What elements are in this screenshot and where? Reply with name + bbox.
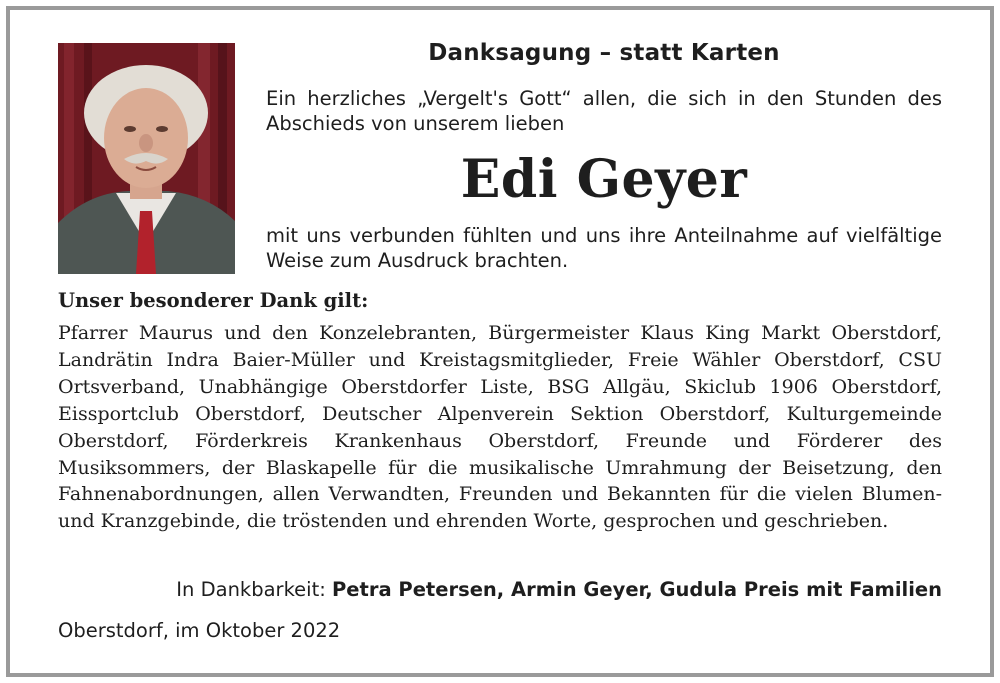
portrait-photo xyxy=(58,43,235,274)
signature-names: Petra Petersen, Armin Geyer, Gudula Preis mit Familien xyxy=(332,578,942,601)
place-date: Oberstdorf, im Oktober 2022 xyxy=(58,619,341,642)
thanks-body: Pfarrer Maurus und den Konzelebranten, Bürgermeister Klaus King Markt Oberstdorf, Landrätin Indra Baier-Müller und Kreistagsmitglieder, Freie Wähler Oberstdorf, CSU Ortsverband, Unabhängige Oberstdorfer Liste, BSG Allgäu, Skiclub 1906 Oberstdorf, Eissportclub Oberstdorf, Deutscher Alpenverein Sektion Oberstdorf, Kulturgemeinde Oberstdorf, Förderkreis Krankenhaus Oberstdorf, Freunde und Förderer des Musiksommers, der Blaskapelle für die musikalische Umrahmung der Beisetzung, den Fahnenabordnungen, allen Verwandten, Freunden und Bekannten für die vielen Blumen- und Kranzgebinde, die tröstenden und ehrenden Worte, gesprochen und geschrieben. xyxy=(58,322,942,533)
heading: Danksagung – statt Karten xyxy=(428,40,780,66)
thanks-heading: Unser besonderer Dank gilt: xyxy=(58,289,369,312)
intro-text: Ein herzliches „Vergelt's Gott“ allen, die sich in den Stunden des Abschieds von unserem lieben xyxy=(266,87,942,135)
intro-continuation: mit uns verbunden fühlten und uns ihre Anteilnahme auf vielfältige Weise zum Ausdruck brachten. xyxy=(266,224,942,272)
signature-line xyxy=(58,578,942,601)
deceased-name: Edi Geyer xyxy=(460,149,748,210)
signature-label: In Dankbarkeit: xyxy=(176,578,326,601)
